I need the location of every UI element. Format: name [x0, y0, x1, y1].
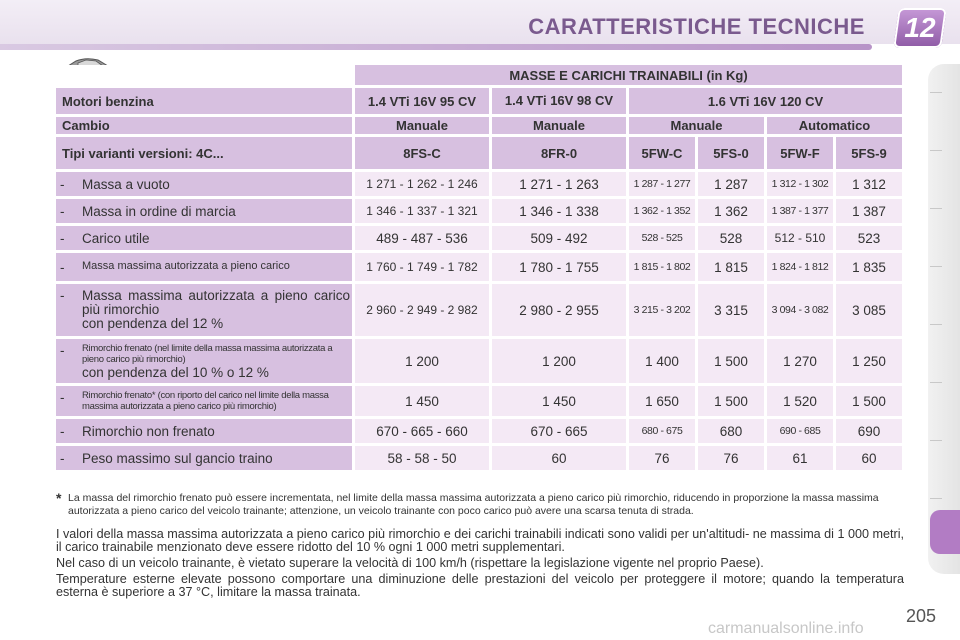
row-dash: - — [60, 203, 65, 219]
table-row — [56, 226, 902, 250]
row-label: Massa massima autorizzata a pieno carico più rimorchio — [82, 288, 350, 317]
table-row — [56, 386, 902, 416]
types-row-label: Tipi varianti versioni: 4C... — [56, 137, 352, 169]
row-label: Massa massima autorizzata a pieno carico — [82, 259, 290, 272]
table-row — [56, 253, 902, 281]
table-caption: MASSE E CARICHI TRAINABILI (in Kg) — [355, 65, 902, 85]
cell: 3 094 - 3 082 — [767, 284, 833, 336]
cell: 1 346 - 1 338 — [492, 199, 626, 223]
cell: 3 085 — [836, 284, 902, 336]
types-col-5: 5FW-F — [767, 137, 833, 169]
cell: 690 — [836, 419, 902, 443]
row-sublabel: con pendenza del 10 % o 12 % — [82, 364, 269, 380]
cell: 2 980 - 2 955 — [492, 284, 626, 336]
table-row — [56, 419, 902, 443]
cell: 489 - 487 - 536 — [355, 226, 489, 250]
row-dash: - — [60, 259, 65, 275]
cell: 670 - 665 — [492, 419, 626, 443]
cell: 680 - 675 — [629, 419, 695, 443]
cell: 1 287 — [698, 172, 764, 196]
cell: 1 312 — [836, 172, 902, 196]
cell: 528 - 525 — [629, 226, 695, 250]
cell: 1 387 — [836, 199, 902, 223]
row-label: Rimorchio non frenato — [82, 423, 215, 439]
cell: 2 960 - 2 949 - 2 982 — [355, 284, 489, 336]
gearbox-col-1: Manuale — [355, 117, 489, 134]
cell: 1 362 - 1 352 — [629, 199, 695, 223]
footnote — [56, 492, 906, 518]
cell: 76 — [698, 446, 764, 470]
cell: 61 — [767, 446, 833, 470]
cell: 509 - 492 — [492, 226, 626, 250]
cell: 1 760 - 1 749 - 1 782 — [355, 253, 489, 281]
cell: 1 400 — [629, 339, 695, 383]
types-col-3: 5FW-C — [629, 137, 695, 169]
rail-tick — [930, 440, 942, 441]
cell: 1 200 — [492, 339, 626, 383]
cell: 1 650 — [629, 386, 695, 416]
cell: 1 312 - 1 302 — [767, 172, 833, 196]
cell: 1 270 — [767, 339, 833, 383]
cell: 690 - 685 — [767, 419, 833, 443]
gearbox-col-4: Automatico — [767, 117, 902, 134]
row-dash: - — [60, 230, 65, 246]
row-label: Massa a vuoto — [82, 176, 170, 192]
cell: 1 500 — [698, 386, 764, 416]
rail-tick — [930, 324, 942, 325]
watermark: carmanualsonline.info — [708, 620, 864, 637]
table-row — [56, 172, 902, 196]
cell: 1 271 - 1 262 - 1 246 — [355, 172, 489, 196]
page-title: CARATTERISTICHE TECNICHE — [528, 14, 865, 39]
rail-tick — [930, 150, 942, 151]
cell: 60 — [492, 446, 626, 470]
cell: 1 500 — [698, 339, 764, 383]
row-dash: - — [60, 450, 65, 466]
cell: 1 500 — [836, 386, 902, 416]
table-row — [56, 339, 902, 383]
rail-tick — [930, 498, 942, 499]
cell: 1 250 — [836, 339, 902, 383]
table-corner — [56, 65, 352, 85]
engine-col-2: 1.4 VTi 16V 98 CV — [492, 88, 626, 114]
cell: 1 346 - 1 337 - 1 321 — [355, 199, 489, 223]
types-col-4: 5FS-0 — [698, 137, 764, 169]
cell: 523 — [836, 226, 902, 250]
cell: 1 815 - 1 802 — [629, 253, 695, 281]
cell: 1 450 — [355, 386, 489, 416]
footnote-text: La massa del rimorchio frenato può essere incrementata, nel limite della massa massima autorizzata a pieno carico più rimorchio, riducendo in proporzione la massa massima autorizzata a pieno carico del veicolo trainante; attenzione, un veicolo trainante con poco carico può avere una scarsa tenuta di strada. — [68, 492, 879, 517]
row-label: Carico utile — [82, 230, 150, 246]
footnote-star: * — [56, 490, 62, 506]
cell: 76 — [629, 446, 695, 470]
masses-table — [56, 62, 904, 473]
types-col-6: 5FS-9 — [836, 137, 902, 169]
row-label: Rimorchio frenato* (con riporto del carico nel limite della massa massima autorizzata a pieno carico più rimorchio) — [82, 390, 329, 412]
engine-col-3: 1.6 VTi 16V 120 CV — [629, 88, 902, 114]
gearbox-col-3: Manuale — [629, 117, 764, 134]
row-label: Peso massimo sul gancio traino — [82, 450, 273, 466]
cell: 512 - 510 — [767, 226, 833, 250]
cell: 1 520 — [767, 386, 833, 416]
chapter-number: 12 — [904, 12, 936, 43]
cell: 680 — [698, 419, 764, 443]
cell: 3 215 - 3 202 — [629, 284, 695, 336]
cell: 528 — [698, 226, 764, 250]
rail-tick — [930, 266, 942, 267]
row-sublabel: con pendenza del 12 % — [82, 316, 224, 331]
cell: 1 835 — [836, 253, 902, 281]
row-dash: - — [60, 176, 65, 192]
types-col-2: 8FR-0 — [492, 137, 626, 169]
cell: 3 315 — [698, 284, 764, 336]
cell: 670 - 665 - 660 — [355, 419, 489, 443]
row-dash: - — [60, 288, 65, 303]
paragraph-temperature: Temperature esterne elevate possono comportare una diminuzione delle prestazioni del veicolo per proteggere il motore; quando la temperatura esterna è superiore a 37 °C, limitare la massa trainata. — [56, 572, 904, 599]
cell: 1 362 — [698, 199, 764, 223]
row-label: Massa in ordine di marcia — [82, 203, 236, 219]
table-row — [56, 446, 902, 470]
paragraph-speed: Nel caso di un veicolo trainante, è vietato superare la velocità di 100 km/h (rispettare la legislazione vigente nel proprio Paese). — [56, 556, 764, 570]
chapter-badge — [893, 8, 947, 48]
active-chapter-tab[interactable] — [930, 510, 960, 554]
table-row — [56, 199, 902, 223]
cell: 1 200 — [355, 339, 489, 383]
gearbox-col-2: Manuale — [492, 117, 626, 134]
rail-tick — [930, 92, 942, 93]
paragraph-altitude: I valori della massa massima autorizzata a pieno carico più rimorchio e dei carichi trainabili indicati sono validi per un'altitudi- ne massima di 1 000 metri, il carico trainabile menzionato deve essere ridotto del 10 % ogni 1 000 metri supplementari. — [56, 527, 904, 554]
cell: 1 780 - 1 755 — [492, 253, 626, 281]
types-col-1: 8FS-C — [355, 137, 489, 169]
row-dash: - — [60, 342, 65, 358]
cell: 1 450 — [492, 386, 626, 416]
row-label: Rimorchio frenato (nel limite della massa massima autorizzata a pieno carico più rimorchio) — [82, 342, 333, 365]
page-number: 205 — [906, 606, 937, 626]
gearbox-row-label: Cambio — [56, 117, 352, 134]
header-underline — [0, 44, 872, 50]
rail-tick — [930, 208, 942, 209]
row-dash: - — [60, 423, 65, 439]
row-dash: - — [60, 390, 65, 405]
engine-row-label: Motori benzina — [56, 88, 352, 114]
cell: 1 287 - 1 277 — [629, 172, 695, 196]
cell: 1 815 — [698, 253, 764, 281]
cell: 60 — [836, 446, 902, 470]
engine-col-1: 1.4 VTi 16V 95 CV — [355, 88, 489, 114]
table-row — [56, 284, 902, 336]
cell: 1 271 - 1 263 — [492, 172, 626, 196]
cell: 1 824 - 1 812 — [767, 253, 833, 281]
rail-tick — [930, 382, 942, 383]
cell: 1 387 - 1 377 — [767, 199, 833, 223]
cell: 58 - 58 - 50 — [355, 446, 489, 470]
